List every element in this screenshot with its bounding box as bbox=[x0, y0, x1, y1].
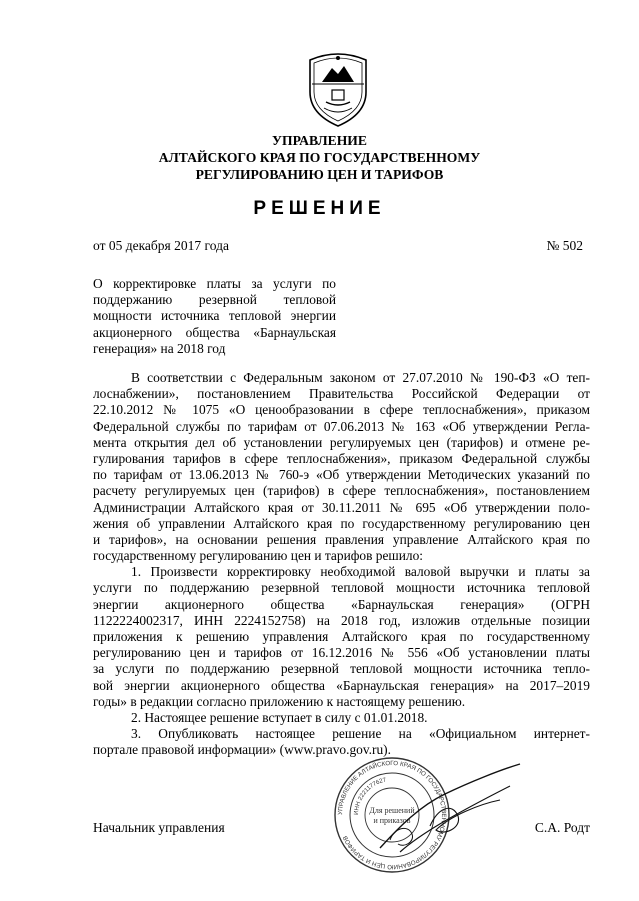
org-line-2: АЛТАЙСКОГО КРАЯ ПО ГОСУДАРСТВЕННОМУ bbox=[158, 150, 481, 165]
subject-line: мощности источника тепловой энергии bbox=[93, 308, 336, 324]
body-line: энергии акционерного общества «Барнаульская генерация» (ОГРН bbox=[93, 596, 590, 612]
preamble-paragraph bbox=[93, 370, 590, 564]
body-line: приложения к решению управления Алтайского края по государственному bbox=[93, 629, 590, 644]
body-line: регулированию цен и тарифов от 16.12.2016 № 556 «Об установлении платы bbox=[93, 645, 590, 661]
item-3-paragraph bbox=[93, 726, 590, 758]
document-number: № 502 bbox=[546, 238, 583, 253]
stamp-inn-text: ИНН 2221177627 bbox=[353, 777, 387, 816]
body-line: годы» в редакции согласно приложению к настоящему решению. bbox=[93, 693, 466, 709]
body-line: 1. Произвести корректировку необходимой валовой выручки и платы за bbox=[131, 564, 590, 580]
stamp-center-line-2: и приказов bbox=[373, 816, 411, 825]
document-type-title: РЕШЕНИЕ bbox=[253, 198, 386, 219]
body-line: Федеральной службы по тарифам от 07.06.2013 № 163 «Об утверждении Регла- bbox=[93, 418, 590, 434]
item-1-paragraph bbox=[93, 564, 590, 710]
body-line: 1122224002317, ИНН 2224152758) на 2018 год, изложив отдельные позиции bbox=[93, 612, 590, 628]
body-line: государственному регулированию цен и тарифов решило: bbox=[93, 548, 423, 564]
body-line: расчету регулируемых цен (тарифов) в сфере теплоснабжения», постановлением bbox=[93, 483, 590, 499]
body-line: услуги по поддержанию резервной тепловой мощности источника тепловой bbox=[93, 580, 590, 596]
body-line: 3. Опубликовать настоящее решение на «Официальном интернет- bbox=[131, 726, 590, 742]
body-line: жения об управлении Алтайского края по государственному регулированию цен bbox=[93, 515, 590, 531]
body-line: и тарифов», на основании решения правления управление Алтайского края по bbox=[93, 531, 590, 547]
signer-position: Начальник управления bbox=[93, 820, 225, 835]
subject-line: поддержанию резервной тепловой bbox=[93, 292, 336, 308]
subject-line: акционерного общества «Барнаульская bbox=[93, 324, 336, 340]
body-line: по тарифам от 13.06.2013 № 760-э «Об утверждении Методических указаний по bbox=[93, 467, 590, 483]
subject-line: О корректировке платы за услуги по bbox=[93, 276, 336, 291]
item-2-paragraph bbox=[93, 710, 590, 726]
body-line: мента открытия дел об установлении регулируемых цен (тарифов) и отмене ре- bbox=[93, 434, 590, 450]
signer-name: С.А. Родт bbox=[534, 820, 590, 835]
date-number-line bbox=[93, 238, 583, 254]
document-date: от 05 декабря 2017 года bbox=[93, 238, 229, 253]
body-line: 2. Настоящее решение вступает в силу с 01.01.2018. bbox=[131, 709, 428, 725]
body-line: вой энергии акционерного общества «Барнаульская генерация» на 2017–2019 bbox=[93, 677, 590, 693]
body-line: лоснабжении», постановлением Правительства Российской Федерации от bbox=[93, 386, 590, 402]
stamp-outer-text: УПРАВЛЕНИЕ АЛТАЙСКОГО КРАЯ ПО ГОСУДАРСТВЕННОМУ РЕГУЛИРОВАНИЮ ЦЕН И ТАРИФОВ bbox=[336, 759, 448, 871]
body-line: за услуги по поддержанию резервной тепловой мощности источника тепло- bbox=[93, 661, 590, 677]
document-subject bbox=[93, 276, 336, 357]
altai-coat-of-arms-icon bbox=[302, 46, 374, 128]
body-line: 22.10.2012 № 1075 «О ценообразовании в сфере теплоснабжения», приказом bbox=[93, 402, 590, 418]
org-line-3: РЕГУЛИРОВАНИЮ ЦЕН И ТАРИФОВ bbox=[195, 167, 444, 182]
organization-name bbox=[0, 132, 639, 183]
signature-block bbox=[93, 820, 590, 836]
body-line: В соответствии с Федеральным законом от 27.07.2010 № 190-ФЗ «О теп- bbox=[131, 370, 590, 385]
body-line: Администрации Алтайского края от 30.11.2011 № 695 «Об утверждении поло- bbox=[93, 499, 590, 515]
body-line: гулирования тарифов в сфере теплоснабжения», приказом Федеральной службы bbox=[93, 450, 590, 466]
subject-line: генерация» на 2018 год bbox=[93, 340, 226, 356]
document-body bbox=[93, 370, 590, 759]
stamp-center-line-1: Для решений bbox=[369, 806, 415, 815]
handwritten-signature bbox=[360, 756, 530, 866]
body-line: портале правовой информации» (www.pravo.gov.ru). bbox=[93, 742, 391, 758]
org-line-1: УПРАВЛЕНИЕ bbox=[272, 133, 367, 148]
